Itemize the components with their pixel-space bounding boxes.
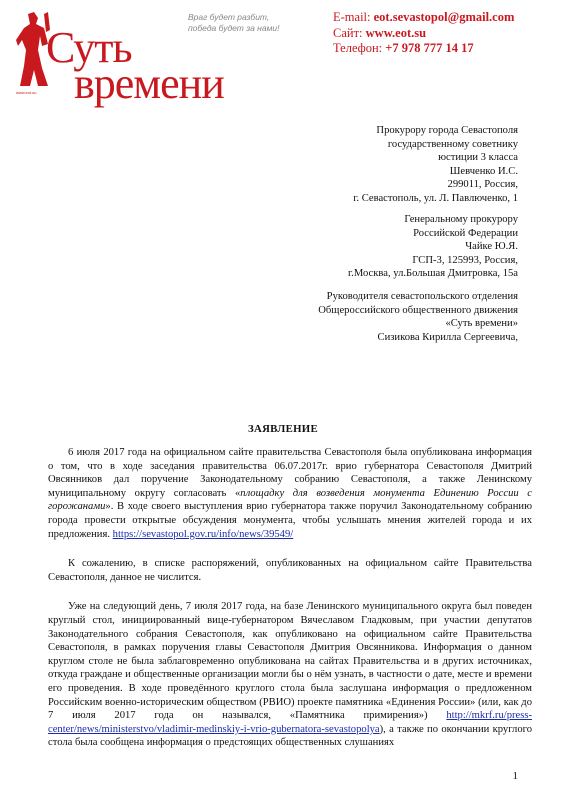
addressee-line: 299011, Россия, xyxy=(447,179,518,191)
paragraph-1 xyxy=(48,446,532,541)
addressee-line: Чайке Ю.Я. xyxy=(465,241,518,253)
addressee-line: государственному советнику xyxy=(387,138,518,150)
logo xyxy=(14,10,224,108)
addressee-line: юстиции 3 класса xyxy=(438,152,518,164)
sender-line: Общероссийского общественного движения xyxy=(318,304,518,316)
paragraph-text: 6 июля 2017 года на официальном сайте правительства Севастополя была опубликована информация о том, что в ходе заседания правительства 06.07.2017г. врио губернатора Севастополя Дмитрий Овсянников дал поручение Законодательному собранию Севастополя, а также Ленинскому муниципальному округу согласовать « xyxy=(48,447,532,499)
paragraph-text: ), а также по окончании круглого стола была сообщена информация о предстоящих общественных слушаниях xyxy=(48,723,532,749)
addressee-line: Прокурору города Севастополя xyxy=(376,125,518,136)
page-number: 1 xyxy=(512,770,518,782)
paragraph-text: Уже на следующий день, 7 июля 2017 года, на базе Ленинского муниципального округа был поведен круглый стол, инициированный вице-губернатором Вячеславом Гладковым, при участии депутатов Законодательного собрания Севастополя, как опубликовано на официальном сайте Правительства Севастополя, в рамках поручения главы Севастополя Дмитрия Овсянникова. Информация о данном круглом столе не была заблаговременно опубликована на сайтах Правительства и в других источниках, откуда граждане и общественные организации могли бы о нём узнать, в частности о дате, месте и времени его проведения. В ходе проведённого круглого стола была заслушана информация о предложенном Российским военно-историческим обществом (РВИО) проекте памятника «Единения России» (или, как до 7 июля 2017 года он назывался, «Памятника примирения») xyxy=(48,601,532,722)
motto-line: победа будет за нами! xyxy=(188,23,280,33)
addressee-prosecutor-sevastopol xyxy=(353,124,518,206)
phone-value: +7 978 777 14 17 xyxy=(385,41,474,55)
contacts xyxy=(333,10,514,57)
logo-site: www.eot.su xyxy=(16,90,37,95)
email-label: E-mail: xyxy=(333,10,374,24)
addressee-line: г.Москва, ул.Большая Дмитровка, 15а xyxy=(348,268,518,280)
paragraph-text: ». В ходе своего выступления врио губернатора также поручил Законодательному собранию города провести открытые обсуждения монумента, чтобы услышать мнения жителей города и их предложения. xyxy=(48,501,532,540)
addressee-line: г. Севастополь, ул. Л. Павлюченко, 1 xyxy=(353,192,518,204)
sender-line: Руководителя севастопольского отделения xyxy=(326,291,518,302)
addressee-line: Российской Федерации xyxy=(413,227,518,239)
site-label: Сайт: xyxy=(333,25,366,40)
addressee-prosecutor-general xyxy=(348,213,518,281)
sender-line: Сизикова Кирилла Сергеевича, xyxy=(377,331,518,343)
logo-text-line1: Суть xyxy=(46,23,132,72)
site-value[interactable]: www.eot.su xyxy=(365,25,427,40)
email-line xyxy=(333,10,514,26)
phone-line xyxy=(333,41,514,57)
mkrf-link[interactable]: http://mkrf.ru/press-center/news/ministerstvo/vladimir-medinskiy-i-vrio-gubernatora-sevastopolya xyxy=(48,710,532,735)
paragraph-3 xyxy=(48,600,532,750)
logo-text-line2: времени xyxy=(74,59,224,108)
document-title: ЗАЯВЛЕНИЕ xyxy=(247,423,319,435)
motto xyxy=(188,12,328,34)
phone-label: Телефон: xyxy=(333,41,386,55)
paragraph-quote: площадку для возведения монумента Единению России с горожанами xyxy=(48,487,532,513)
motto-line: Враг будет разбит, xyxy=(188,12,270,22)
addressee-line: Генеральному прокурору xyxy=(404,214,518,225)
addressee-line: ГСП-3, 125993, Россия, xyxy=(412,254,518,266)
sender-line: «Суть времени» xyxy=(445,318,518,330)
document-body xyxy=(48,446,532,761)
sender-block xyxy=(318,290,518,344)
paragraph-2: К сожалению, в списке распоряжений, опубликованных на официальном сайте Правительства Севастополя, данное не числится. xyxy=(48,558,532,583)
addressee-line: Шевченко И.С. xyxy=(449,165,518,177)
email-value[interactable]: eot.sevastopol@gmail.com xyxy=(373,10,515,24)
news-link[interactable]: https://sevastopol.gov.ru/info/news/39549/ xyxy=(112,528,294,540)
site-line xyxy=(333,26,514,42)
